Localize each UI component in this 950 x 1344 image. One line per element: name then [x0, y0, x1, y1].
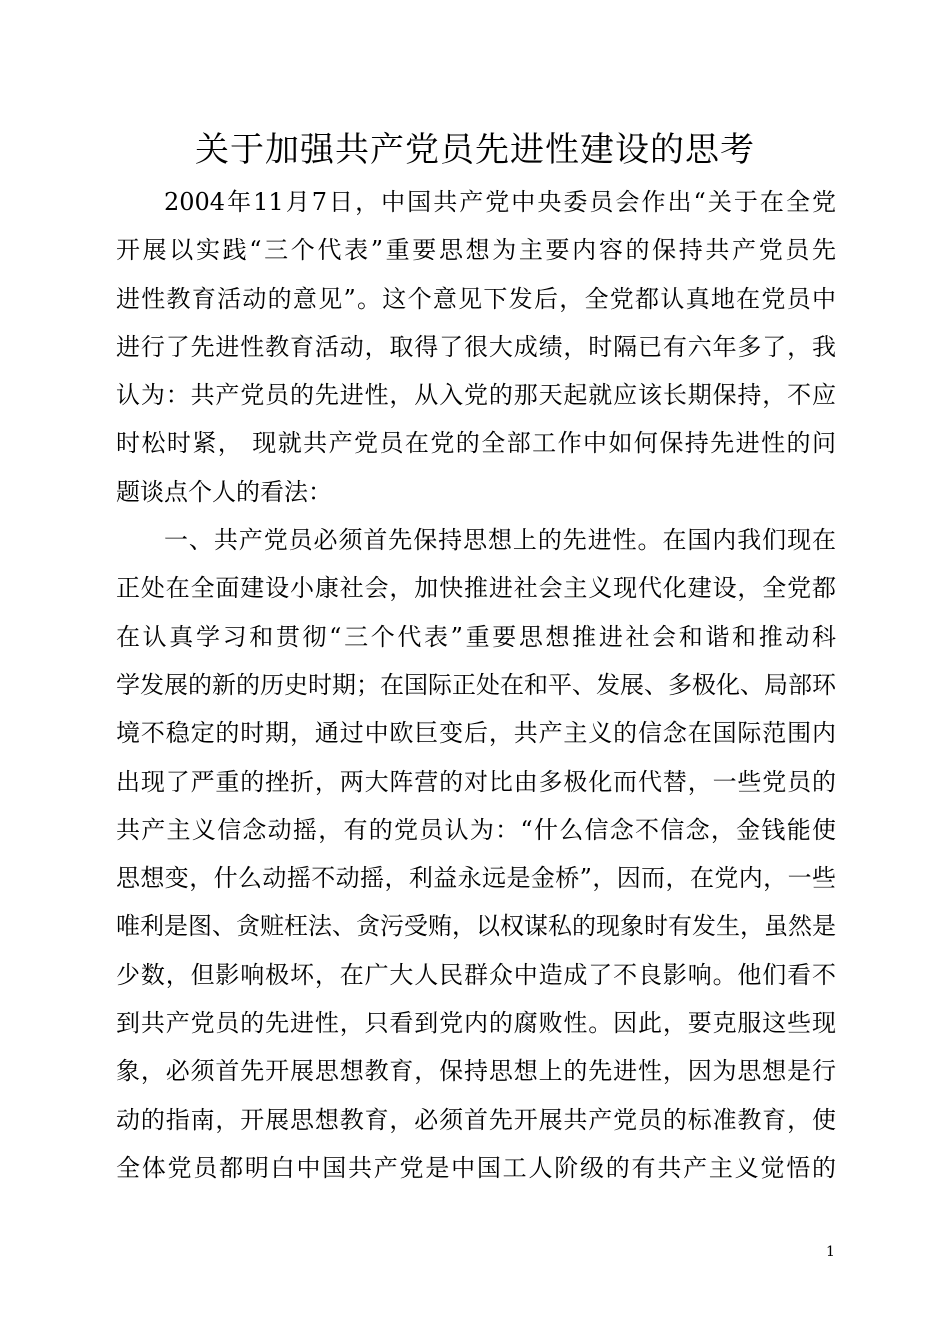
text-line: 在认真学习和贯彻“三个代表”重要思想推进社会和谐和推动科: [116, 622, 836, 651]
text-line: 认为：共产党员的先进性，从入党的那天起就应该长期保持，不应: [116, 381, 836, 410]
text-line: 境不稳定的时期，通过中欧巨变后，共产主义的信念在国际范围内: [116, 719, 836, 748]
text-line: 出现了严重的挫折，两大阵营的对比由多极化而代替，一些党员的: [116, 767, 836, 796]
text-line: 学发展的新的历史时期；在国际正处在和平、发展、多极化、局部环: [116, 670, 836, 699]
text-line: 题谈点个人的看法：: [116, 477, 332, 506]
text-line: 正处在全面建设小康社会，加快推进社会主义现代化建设，全党都: [116, 574, 836, 603]
document-title: 关于加强共产党员先进性建设的思考: [195, 130, 755, 170]
text-line: 少数，但影响极坏，在广大人民群众中造成了不良影响。他们看不: [116, 960, 836, 989]
text-line: 动的指南，开展思想教育，必须首先开展共产党员的标准教育，使: [116, 1105, 836, 1134]
text-line: 到共产党员的先进性，只看到党内的腐败性。因此，要克服这些现: [116, 1009, 836, 1038]
text-line: 共产主义信念动摇，有的党员认为：“什么信念不信念，金钱能使: [116, 815, 836, 844]
text-line: 全体党员都明白中国共产党是中国工人阶级的有共产主义觉悟的: [116, 1153, 836, 1182]
text-line: 进性教育活动的意见”。这个意见下发后，全党都认真地在党员中: [116, 284, 836, 313]
document-body: [116, 178, 836, 1192]
text-line: 2004年11月7日，中国共产党中央委员会作出“关于在全党: [164, 188, 836, 216]
text-line: 象，必须首先开展思想教育，保持思想上的先进性，因为思想是行: [116, 1057, 836, 1086]
text-line: 时松时紧， 现就共产党员在党的全部工作中如何保持先进性的问: [116, 429, 836, 458]
text-line: 一、共产党员必须首先保持思想上的先进性。在国内我们现在: [164, 526, 836, 555]
text-line: 开展以实践“三个代表”重要思想为主要内容的保持共产党员先: [116, 236, 836, 265]
page-number: 1: [826, 1244, 835, 1260]
text-line: 进行了先进性教育活动，取得了很大成绩，时隔已有六年多了，我: [116, 332, 836, 361]
text-line: 思想变，什么动摇不动摇，利益永远是金桥”，因而，在党内，一些: [116, 864, 836, 893]
text-line: 唯利是图、贪赃枉法、贪污受贿，以权谋私的现象时有发生，虽然是: [116, 912, 836, 941]
